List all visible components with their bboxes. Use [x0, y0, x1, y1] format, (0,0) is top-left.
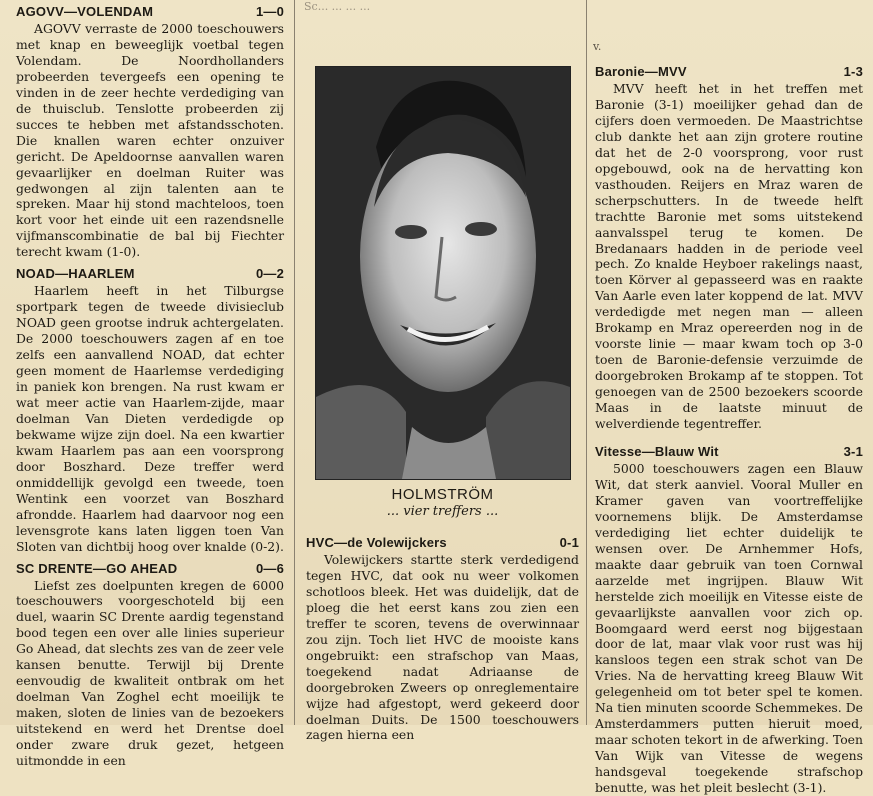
- match-report: [14, 4, 286, 260]
- match-title: Baronie—MVV: [595, 64, 687, 79]
- match-report: [14, 561, 286, 769]
- photo-caption: [304, 486, 581, 519]
- match-text: 5000 toeschouwers zagen een Blauw Wit, dat sterk aanviel. Vooral Muller en Kramer gaven van voortreffelijke voornemens blijk. De Amsterdamse verdediging liet echter duidelijk te wensen over. De Arnhemmer Hofs, maakte daar gebruik van toen Cornwal aarzelde met ingrijpen. Blauw Wit herstelde zich moeilijk en Vitesse eiste de gevaarlijkste aanvallen voor zich op. Boomgaard werd eerst nog bijgestaan door de lat, maar vlak voor rust was hij kansloos tegen een strak schot van De Vries. Na de hervatting kreeg Blauw Wit gelegenheid om tot beter spel te komen. Na tien minuten scoorde Schemmekes. De Amsterdammers putten hieruit moed, maar schoten tekort in de afwerking. Toen Van Wijk van Vitesse de wegens handsgeval toegekende strafschop benutte, was het pleit beslecht (3-1).: [595, 460, 863, 796]
- match-title: NOAD—HAARLEM: [16, 266, 135, 282]
- match-text: Volewijckers startte sterk verdedigend tegen HVC, dat ook nu weer volkomen schotloos bleek. Het was duidelijk, dat de ploeg die het eerst kans zou zien een treffer te scoren, tevens de overwinnaar zou zijn. Toch liet HVC de mooiste kans ongebruikt: een strafschop van Maas, toegekend nadat Adriaanse de doorgebroken Zweers op onreglementaire wijze had afgestopt, werd gekeerd door doelman Duits. De 1500 toeschouwers zagen hierna een: [306, 552, 579, 743]
- match-report: [593, 444, 865, 796]
- middle-column: [304, 0, 581, 743]
- match-header: [16, 266, 284, 282]
- match-title: Vitesse—Blauw Wit: [595, 443, 719, 459]
- match-header: [16, 4, 284, 20]
- column-rule: [294, 0, 295, 725]
- match-title: HVC—de Volewijckers: [306, 535, 447, 550]
- caption-name: HOLMSTRÖM: [391, 486, 494, 503]
- match-header: [306, 535, 579, 551]
- cut-off-text: Sc... ... ... ...: [304, 0, 371, 13]
- match-score: 3-1: [843, 443, 863, 459]
- match-title: AGOVV—VOLENDAM: [16, 4, 154, 19]
- match-text: Liefst zes doelpunten kregen de 6000 toeschouwers voorgeschoteld bij een duel, waarin SC Drente aardig tegenstand bood tegen een over alle linies superieur Go Ahead, dat slechts zes van de zeer vele kansen benutte. Terwijl bij Drente eenvoudig de kwaliteit ontbrak om het doelman Van Zoghel echt moeilijk te maken, sloten de linies van de bezoekers uitstekend en werd het Drentse doel onder zware druk gezet, hetgeen uitmondde in een: [16, 577, 284, 768]
- column-rule: [586, 0, 587, 725]
- match-score: 1-3: [843, 64, 863, 79]
- match-header: [16, 561, 284, 577]
- match-report: [14, 266, 286, 554]
- left-column: [14, 0, 286, 769]
- right-column: [593, 0, 865, 796]
- match-header: [595, 444, 863, 460]
- match-report: [304, 535, 581, 743]
- caption-subtitle: ... vier treffers ...: [386, 504, 499, 519]
- match-report: [593, 64, 865, 432]
- match-text: Haarlem heeft in het Tilburgse sportpark tegen de tweede divisieclub NOAD geen grootse indruk achtergelaten. De 2000 toeschouwers zagen af en toe zelfs een aanvallend NOAD, dat echter geen moment de Haarlemse verdediging in paniek kon brengen. Na rust kwam er wat meer actie van Haarlem-zijde, maar doelman Van Dieten verdedigde op bekwame wijze zijn doel. Na een kwartier kwam Haarlem pas aan een voorsprong door Boszhard. Deze treffer werd onmiddellijk gevolgd een tweede, toen Wentink een voorzet van Boszhard afrondde. Haarlem had daarvoor nog een levensgrote kans laten liggen toen Van Sloten van dichtbij hoog over knalde (0-2).: [16, 283, 284, 554]
- player-photo: [315, 66, 571, 480]
- match-score: 0—2: [255, 266, 284, 282]
- match-score: 0—6: [255, 560, 284, 576]
- cut-off-text: v.: [593, 40, 602, 53]
- match-title: SC DRENTE—GO AHEAD: [16, 560, 178, 576]
- match-text: AGOVV verraste de 2000 toeschouwers met knap en beweeglijk voetbal tegen Volendam. De Noordhollanders probeerden tevergeefs een opening te vinden in de zeer hechte verdediging van de thuisclub. Tenslotte probeerden zij succes te hebben met afstandsschoten. Die knallen waren echter onzuiver gericht. De Apeldoornse aanvallen waren gevaarlijker en doelman Ruiter was gedwongen al zijn talenten aan te spreken. Maar hij stond machteloos, toen kort voor het einde uit een razendsnelle vijfmanscombinatie de bal bij Fiechter terecht kwam (1-0).: [16, 21, 284, 260]
- match-header: [595, 64, 863, 80]
- match-score: 1—0: [255, 4, 284, 19]
- match-text: MVV heeft het in het treffen met Baronie (3-1) moeilijker gehad dan de cijfers doen vermoeden. De Maastrichtse club dankte het aan zijn grotere routine dat het de 2-0 voorsprong, voor rust opgebouwd, ook na de hervatting kon vasthouden. Reijers en Mraz waren de scherpschutters. In de tweede helft trachtte Baronie met soms uitstekend aanvalsspel terug te komen. De Bredanaars hadden in de periode veel pech. Zo knalde Heyboer rakelings naast, toen Körver al gepasseerd was en raakte Van Aarle even later koppend de lat. MVV verdedigde met negen man — alleen Brokamp en Mraz opereerden nog in de voorste linie — maar kwam toch op 3-0 toen de Baronie-defensie verzuimde de doorgebroken Brokamp af te stoppen. Tot genoegen van de 2500 bezoekers scoorde Maas in de laatste minuut de welverdiende tegentreffer.: [595, 81, 863, 432]
- match-score: 0-1: [559, 535, 579, 550]
- portrait-image: [316, 67, 570, 479]
